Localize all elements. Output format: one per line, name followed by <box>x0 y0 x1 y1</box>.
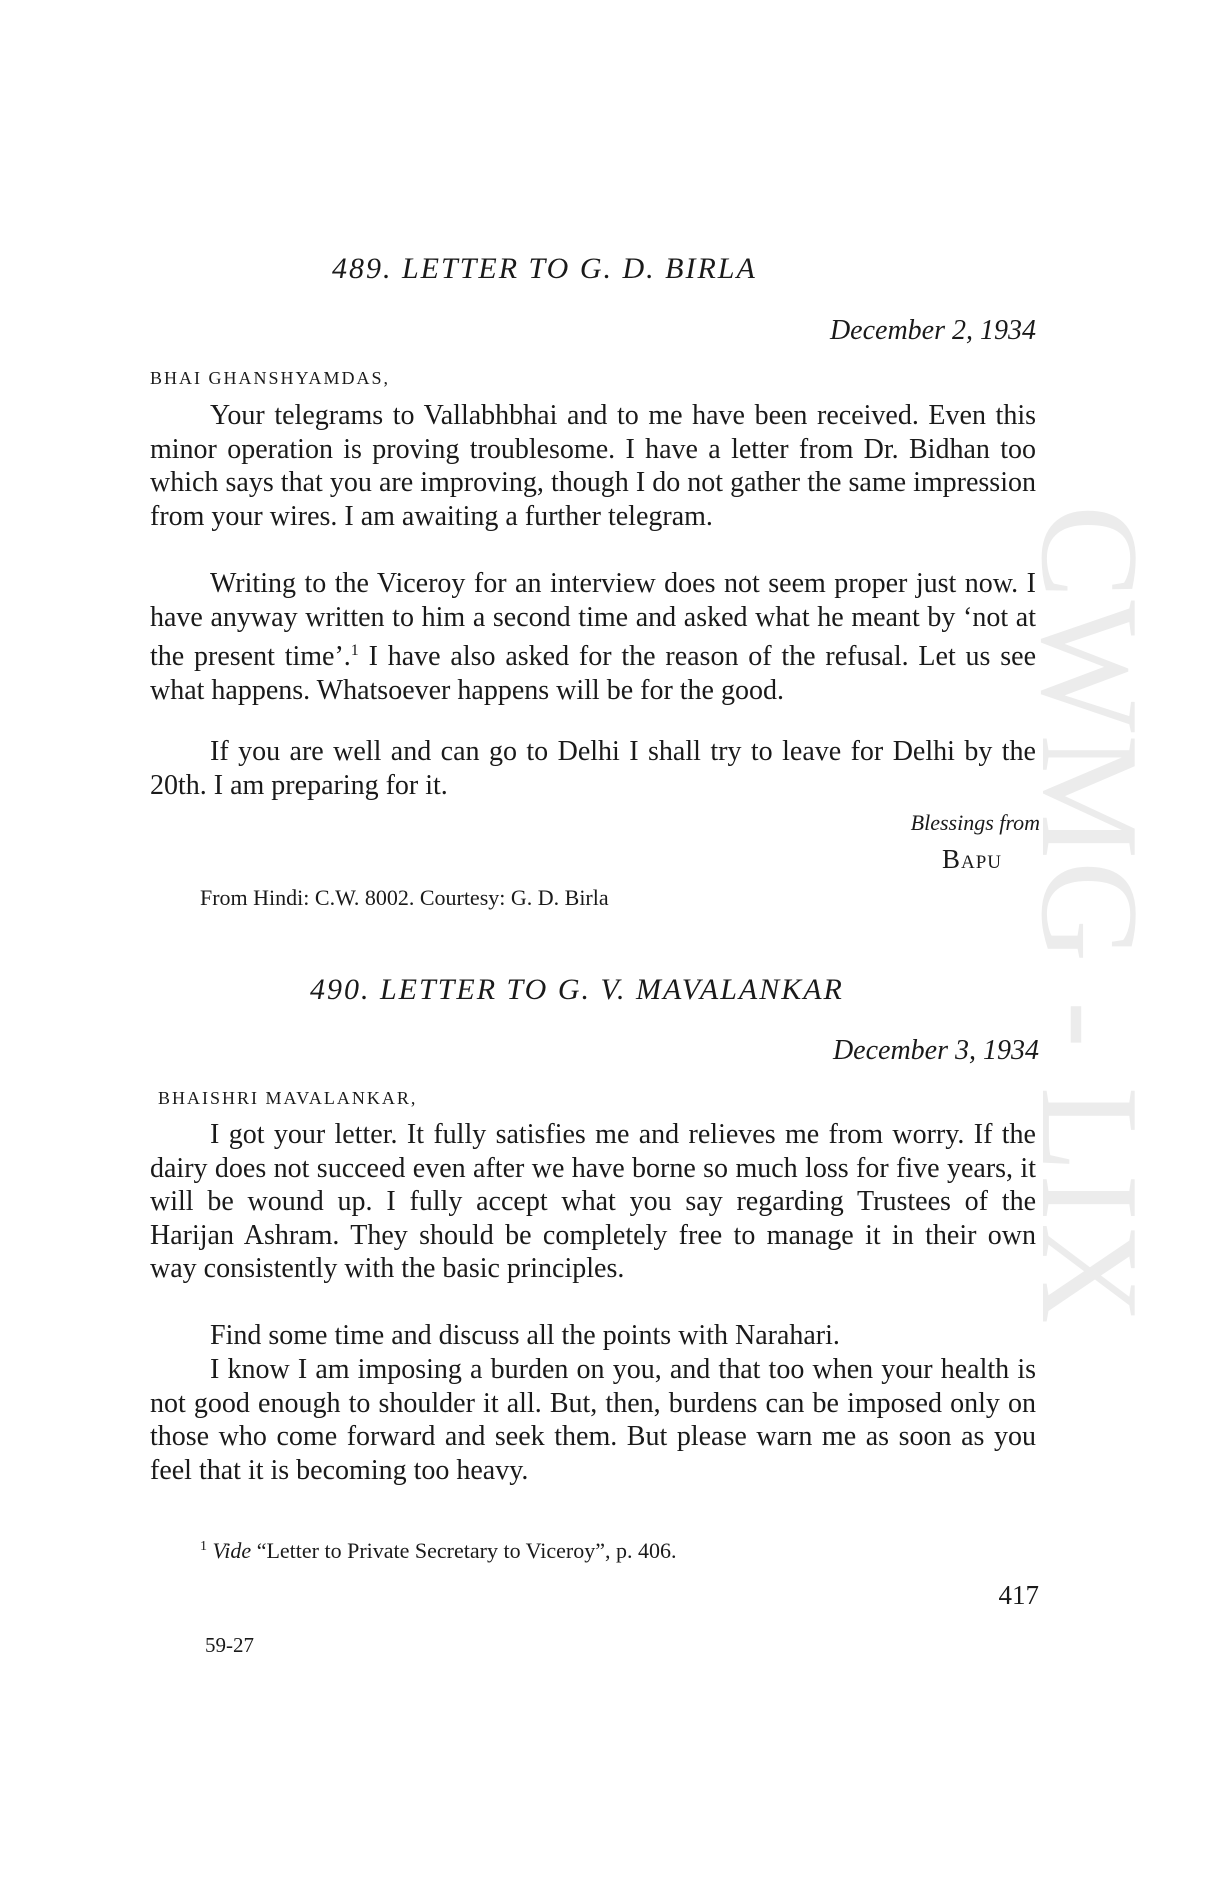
letter-1-date: December 2, 1934 <box>829 315 1036 346</box>
footnote-text: “Letter to Private Secretary to Viceroy”, p. 406. <box>251 1538 677 1563</box>
signature-code: 59-27 <box>205 1633 254 1657</box>
page-number: 417 <box>998 1580 1039 1610</box>
letter-1-paragraph-3: If you are well and can go to Delhi I shall try to leave for Delhi by the 20th. I am preparing for it. <box>150 736 1036 801</box>
letter-2-paragraph-2: Find some time and discuss all the points with Narahari. <box>210 1320 840 1351</box>
letter-1-source: From Hindi: C.W. 8002. Courtesy: G. D. Birla <box>200 885 609 910</box>
watermark <box>1012 505 1182 1405</box>
footnote <box>200 1538 676 1564</box>
letter-2-paragraph-3: I know I am imposing a burden on you, and that too when your health is not good enough to shoulder it all. But, then, burdens can be imposed only on those who come forward and seek them. But please warn me as soon as you feel that it is becoming too heavy. <box>150 1354 1036 1486</box>
footnote-vide: Vide <box>212 1538 252 1563</box>
footnote-number: 1 <box>200 1539 207 1554</box>
letter-1-signature: Bapu <box>941 844 1002 874</box>
letter-2-title: 490. LETTER TO G. V. MAVALANKAR <box>310 973 844 1006</box>
letter-1-paragraph-2-part-b: I have also asked for the reason of the refusal. Let us see what happens. Whatsoever happens will be for the good. <box>150 641 1036 706</box>
letter-1-paragraph-1: Your telegrams to Vallabhbhai and to me have been received. Even this minor operation is proving troublesome. I have a letter from Dr. Bidhan too which says that you are improving, though I do not gather the same impression from your wires. I am awaiting a further telegram. <box>150 400 1036 532</box>
letter-2-date: December 3, 1934 <box>832 1035 1039 1066</box>
letter-1-closing: Blessings from <box>910 810 1040 835</box>
letter-1-paragraph-2-part-a: Writing to the Viceroy for an interview does not seem proper just now. I have anyway written to him a second time and asked what he meant by ‘not at the present time’. <box>150 568 1036 673</box>
letter-1-title: 489. LETTER TO G. D. BIRLA <box>332 252 757 285</box>
letter-2-paragraph-1: I got your letter. It fully satisfies me and relieves me from worry. If the dairy does not succeed even after we have borne so much loss for five years, it will be wound up. I fully accept what you say regarding Trustees of the Harijan Ashram. They should be completely free to manage it in their own way consistently with the basic principles. <box>150 1119 1036 1285</box>
letter-1-paragraph-2 <box>150 567 1036 707</box>
footnote-marker: 1 <box>350 642 359 660</box>
letter-2-salutation: BHAISHRI MAVALANKAR, <box>158 1088 418 1108</box>
watermark-text: CWMG - LIX <box>1012 505 1167 1326</box>
letter-1-salutation: BHAI GHANSHYAMDAS, <box>150 368 391 388</box>
